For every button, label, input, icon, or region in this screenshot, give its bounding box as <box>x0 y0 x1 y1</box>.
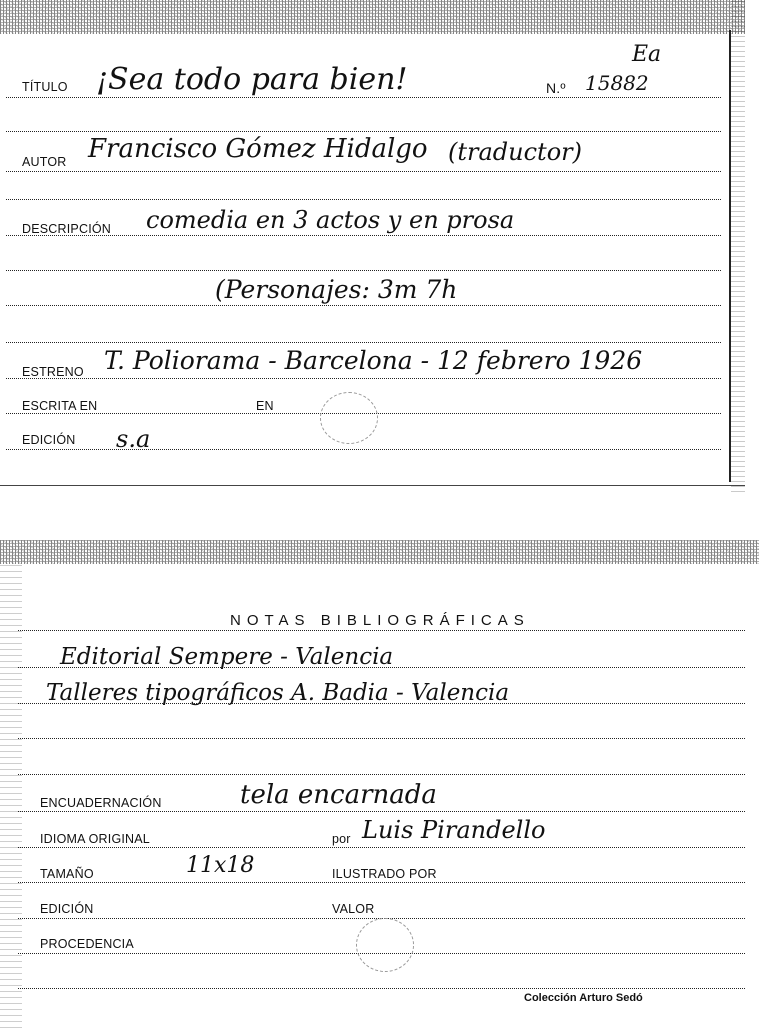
procedencia-label: PROCEDENCIA <box>40 937 134 951</box>
category-mark: Ea <box>632 42 662 67</box>
tamano-value: 11x18 <box>186 853 255 878</box>
ruled-line <box>6 342 721 343</box>
numero-value: 15882 <box>585 71 649 95</box>
note-line-1: Editorial Sempere - Valencia <box>60 644 394 670</box>
ruled-line <box>6 305 721 306</box>
ruled-line <box>18 882 745 883</box>
collection-credit: Colección Arturo Sedó <box>524 992 643 1004</box>
encuadernacion-label: ENCUADERNACIÓN <box>40 796 162 810</box>
estreno-value: T. Poliorama - Barcelona - 12 febrero 1926 <box>104 346 643 375</box>
ruled-line <box>18 630 745 631</box>
ruled-line <box>18 774 745 775</box>
en-label: EN <box>256 399 274 413</box>
por-value: Luis Pirandello <box>362 816 546 844</box>
faded-stamp <box>320 392 378 444</box>
encuadernacion-value: tela encarnada <box>240 780 437 810</box>
card-border <box>729 30 731 482</box>
scan-noise-band <box>0 0 745 34</box>
autor-note: (traductor) <box>448 138 582 166</box>
escrita-label: ESCRITA EN <box>22 399 98 413</box>
estreno-label: ESTRENO <box>22 365 84 379</box>
por-label: por <box>332 832 351 846</box>
ilustrado-label: ILUSTRADO POR <box>332 867 437 881</box>
ruled-line <box>18 811 745 812</box>
notas-heading: NOTAS BIBLIOGRÁFICAS <box>230 612 530 629</box>
ruled-line <box>6 378 721 379</box>
ruled-line <box>6 270 721 271</box>
numero-label: N.º <box>546 80 566 96</box>
ruled-line <box>6 171 721 172</box>
ruled-line <box>6 235 721 236</box>
personajes-value: (Personajes: 3m 7h <box>215 275 458 304</box>
descripcion-value: comedia en 3 actos y en prosa <box>146 206 515 234</box>
catalog-card-bottom <box>0 540 759 1028</box>
faded-stamp <box>356 918 414 972</box>
scan-edge <box>731 0 745 492</box>
tamano-label: TAMAÑO <box>40 867 94 881</box>
ruled-line <box>18 847 745 848</box>
autor-value: Francisco Gómez Hidalgo <box>88 134 428 164</box>
ruled-line <box>6 97 721 98</box>
autor-label: AUTOR <box>22 155 67 169</box>
ruled-line <box>6 199 721 200</box>
titulo-label: TÍTULO <box>22 80 68 94</box>
note-line-2: Talleres tipográficos A. Badia - Valencia <box>46 680 510 706</box>
valor-label: VALOR <box>332 902 375 916</box>
ruled-line <box>18 988 745 989</box>
card-bottom-edge <box>0 485 745 486</box>
descripcion-label: DESCRIPCIÓN <box>22 222 112 236</box>
edicion-label: EDICIÓN <box>40 902 94 916</box>
titulo-value: ¡Sea todo para bien! <box>96 62 408 97</box>
scan-noise-band <box>0 540 759 564</box>
ruled-line <box>6 131 721 132</box>
edicion-value: s.a <box>116 425 151 453</box>
edicion-label: EDICIÓN <box>22 433 76 447</box>
idioma-label: IDIOMA ORIGINAL <box>40 832 150 846</box>
ruled-line <box>18 738 745 739</box>
ruled-line <box>6 449 721 450</box>
catalog-card-top <box>0 0 745 492</box>
